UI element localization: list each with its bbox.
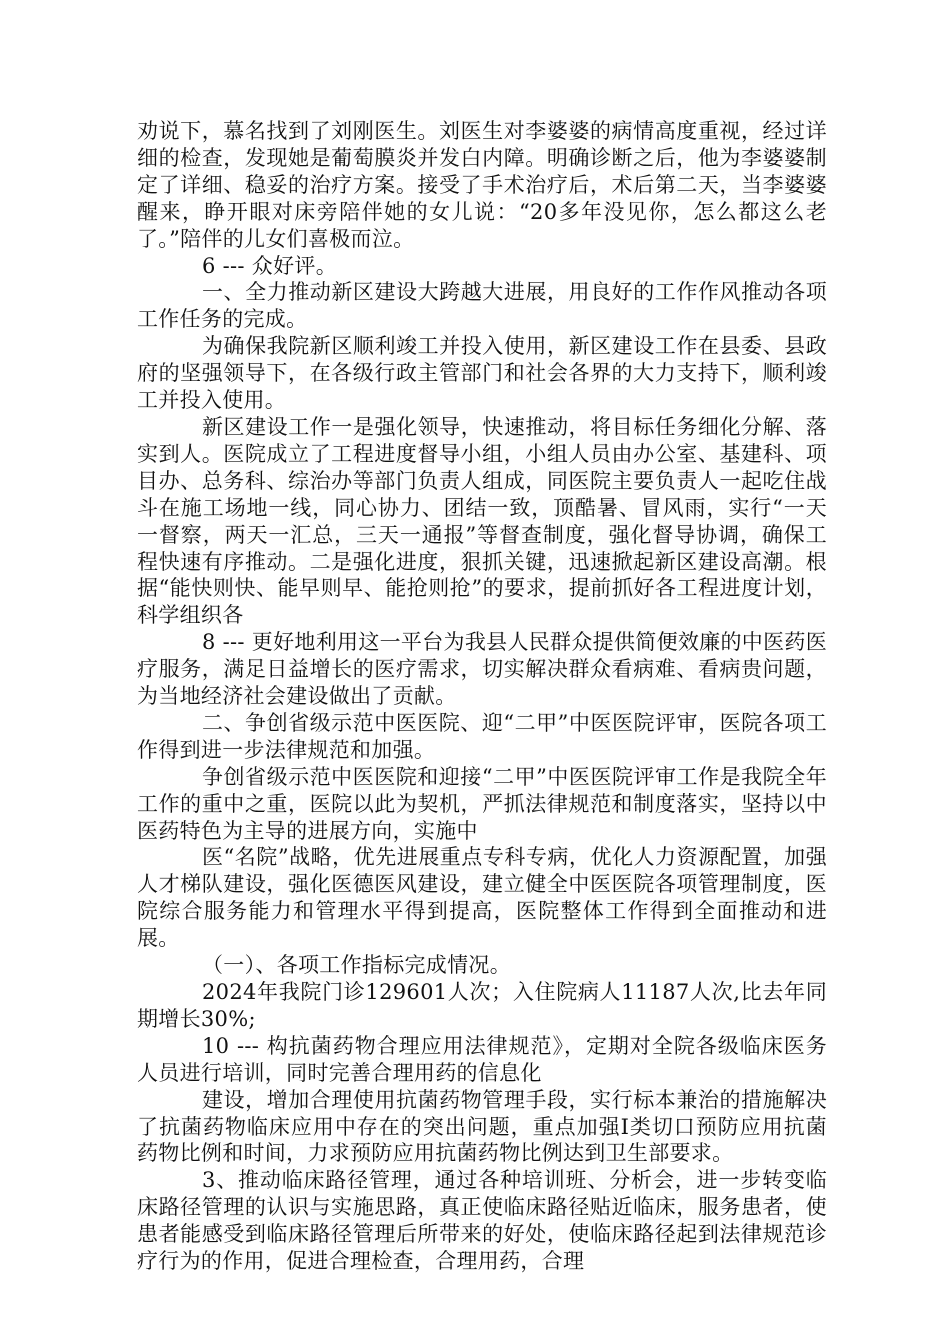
- paragraph: 建设，增加合理使用抗菌药物管理手段，实行标本兼治的措施解决了抗菌药物临床应用中存在的突出问题，重点加强Ⅰ类切口预防应用抗菌药物比例和时间，力求预防应用抗菌药物比例达到卫生部要求。: [137, 1087, 827, 1166]
- paragraph-page-8-fragment: 8 --- 更好地利用这一平台为我县人民群众提供简便效廉的中医药医疗服务，满足日益增长的医疗需求，切实解决群众看病难、看病贵问题，为当地经济社会建设做出了贡献。: [137, 630, 827, 709]
- section-heading-2: 二、争创省级示范中医医院、迎“二甲”中医医院评审，医院各项工作得到进一步法律规范和加强。: [137, 710, 827, 762]
- paragraph-page-10-fragment: 10 --- 构抗菌药物合理应用法律规范》，定期对全院各级临床医务人员进行培训，同时完善合理用药的信息化: [137, 1033, 827, 1085]
- paragraph: 为确保我院新区顺利竣工并投入使用，新区建设工作在县委、县政府的坚强领导下，在各级行政主管部门和社会各界的大力支持下，顺利竣工并投入使用。: [137, 334, 827, 413]
- paragraph: 医“名院”战略，优先进展重点专科专病，优化人力资源配置，加强人才梯队建设，强化医德医风建设，建立健全中医医院各项管理制度，医院综合服务能力和管理水平得到提高，医院整体工作得到全面推动和进展。: [137, 845, 827, 951]
- paragraph: 3、推动临床路径管理，通过各种培训班、分析会，进一步转变临床路径管理的认识与实施思路，真正使临床路径贴近临床，服务患者，使患者能感受到临床路径管理后所带来的好处，使临床路径起到法律规范诊疗行为的作用，促进合理检查，合理用药，合理: [137, 1168, 827, 1274]
- paragraph-statistics: 2024年我院门诊129601人次；入住院病人11187人次,比去年同期增长30%;: [137, 980, 827, 1031]
- paragraph-continuation: 劝说下，慕名找到了刘刚医生。刘医生对李婆婆的病情高度重视，经过详细的检查，发现她是葡萄膜炎并发白内障。明确诊断之后，他为李婆婆制定了详细、稳妥的治疗方案。接受了手术治疗后，术后第二天，当李婆婆醒来，睁开眼对床旁陪伴她的女儿说：“20多年没见你，怎么都这么老了。”陪伴的儿女们喜极而泣。: [137, 119, 827, 251]
- subsection-heading: （一）、各项工作指标完成情况。: [202, 953, 511, 978]
- section-heading-1: 一、全力推动新区建设大跨越大进展，用良好的工作作风推动各项工作任务的完成。: [137, 280, 827, 332]
- paragraph-page-6-fragment: 6 --- 众好评。: [202, 253, 337, 278]
- document-page: [137, 118, 827, 1275]
- paragraph: 新区建设工作一是强化领导，快速推动，将目标任务细化分解、落实到人。医院成立了工程进度督导小组，小组人员由办公室、基建科、项目办、总务科、综治办等部门负责人组成，同医院主要负责人一起吃住战斗在施工场地一线，同心协力、团结一致，顶酷暑、冒风雨，实行“一天一督察，两天一汇总，三天一通报”等督查制度，强化督导协调，确保工程快速有序推动。二是强化进度，狠抓关键，迅速掀起新区建设高潮。根据“能快则快、能早则早、能抢则抢”的要求，提前抓好各工程进度计划，科学组织各: [137, 414, 827, 628]
- paragraph: 争创省级示范中医医院和迎接“二甲”中医医院评审工作是我院全年工作的重中之重，医院以此为契机，严抓法律规范和制度落实，坚持以中医药特色为主导的进展方向，实施中: [137, 764, 827, 843]
